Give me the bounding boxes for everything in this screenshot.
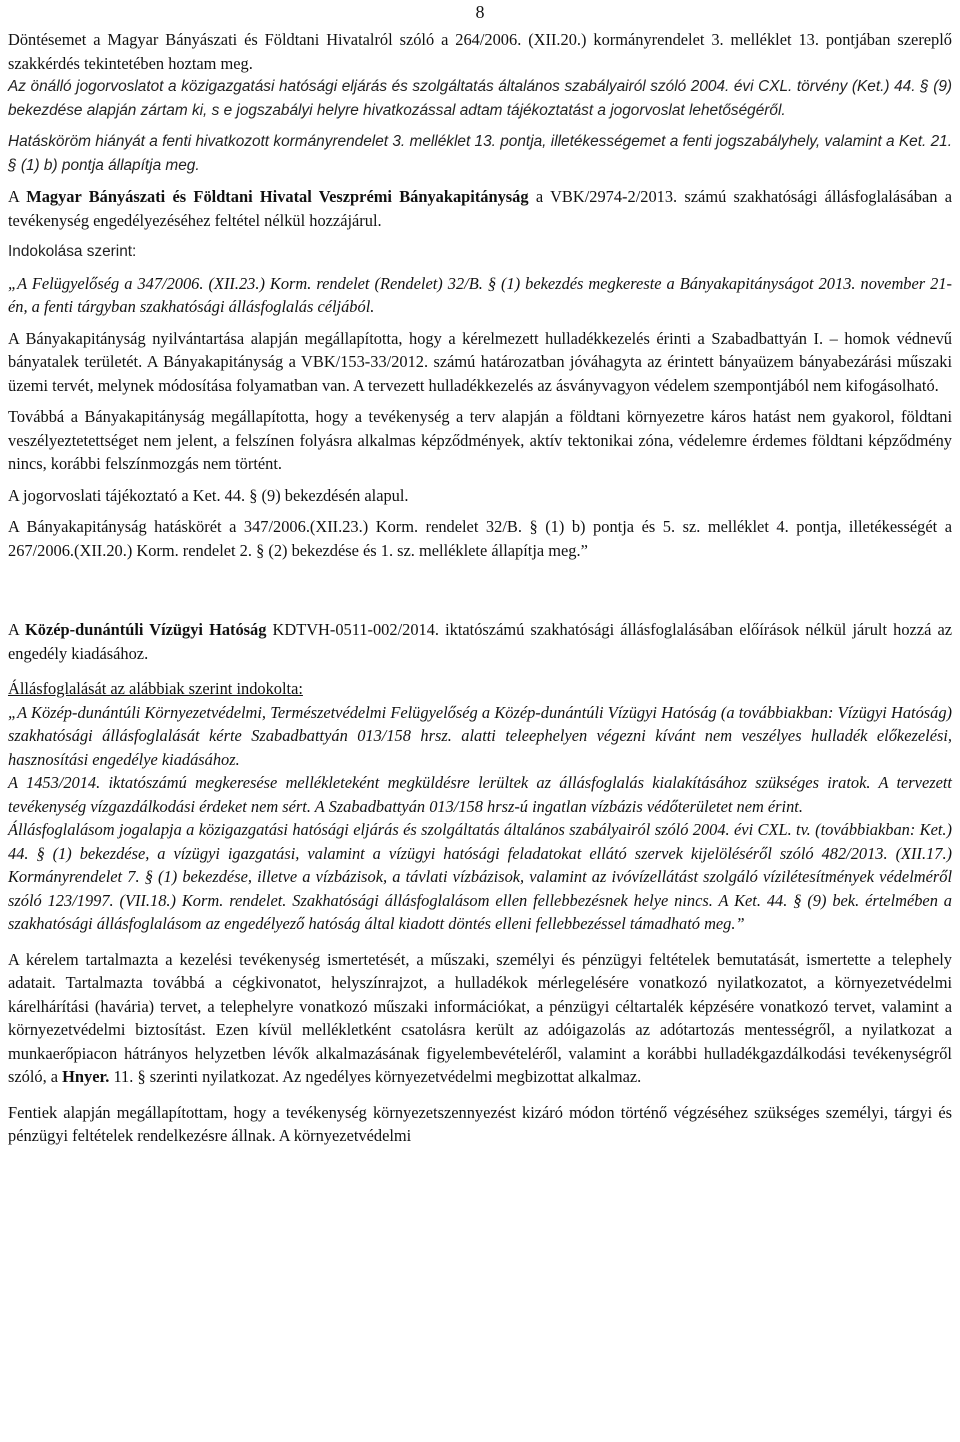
paragraph-water-request: „A Közép-dunántúli Környezetvédelmi, Természetvédelmi Felügyelőség a Közép-dunántúli Vízügyi Hatóság (a továbbiakban: Vízügyi Hatóság) szakhatósági állásfoglalását kérte Szabadbattyán 013/158 hrsz. alatti teleephelyen végezni kívánt nem veszélyes hulladék előkezelési, hasznosítási engedélye kiadásához.: [8, 702, 952, 769]
paragraph-water-documents: A 1453/2014. iktatószámú megkeresése mellékleteként megküldésre lerültek az állásfoglalás kialakításához szükséges iratok. A tervezett tevékenység vízgazdálkodási érdeket nem sért. A Szabadbattyán 013/158 hrsz-ú ingatlan vízbázis védőterületet nem érint.: [8, 773, 952, 816]
paragraph-appeal-exclusion: Az önálló jogorvoslatot a közigazgatási hatósági eljárás és szolgáltatás általános szabályairól szóló 2004. évi CXL. törvény (Ket.) 44. § (9) bekezdése alapján zártam ki, s e jogszabályi helyre hivatkozással adtam tájékoztatást a jogorvoslat lehetőségéről.: [8, 78, 952, 119]
text-run: A: [8, 187, 27, 206]
paragraph-decision-basis: Döntésemet a Magyar Bányászati és Földtani Hivatalról szóló a 264/2006. (XII.20.) kormányrendelet 3. melléklet 13. pontjában szereplő szakkérdés tekintetében hoztam meg.: [8, 30, 952, 73]
page-number: 8: [475, 2, 485, 22]
page-content: [8, 28, 952, 1148]
text-run: A: [8, 620, 26, 639]
authority-name: Magyar Bányászati és Földtani Hivatal Veszprémi Bányakapitányság: [26, 187, 529, 206]
paragraph-mining-competence: A Bányakapitányság hatáskörét a 347/2006.(XII.23.) Korm. rendelet 32/B. § (1) b) pontja és 5. sz. melléklet 4. pontja, illetékességét a 267/2006.(XII.20.) Korm. rendelet 2. § (2) bekezdése és 1. sz. melléklete állapítja meg.”: [8, 517, 952, 560]
paragraph-competence: Hatásköröm hiányát a fenti hivatkozott kormányrendelet 3. melléklet 13. pontja, illetékességemet a fenti jogszabályhely, valamint a Ket. 21. § (1) b) pontja állapítja meg.: [8, 133, 952, 174]
paragraph-geological-findings: Továbbá a Bányakapitányság megállapította, hogy a tevékenység a terv alapján a földtani környezetre káros hatást nem gyakorol, földtani veszélyeztetettséget nem jelent, a felszínen folyásra alkalmas képződmények, aktív tektonikai zóna, védelemre érdemes földtani képződmény nincs, korábbi felszínmozgás nem történt.: [8, 407, 952, 473]
paragraph-legal-remedy: A jogorvoslati tájékoztató a Ket. 44. § (9) bekezdésén alapul.: [8, 485, 409, 505]
text-run: a VBK/2974-2/2013. számú szakhatósági állásfoglalásában a tevékenység engedélyezéséhez feltétel nélkül hozzájárul.: [8, 187, 952, 230]
paragraph-water-legal-basis: Állásfoglalásom jogalapja a közigazgatási hatósági eljárás és szolgáltatás általános szabályairól szóló 2004. évi CXL. tv. (továbbiakban: Ket.) 44. § (1) bekezdése, a vízügyi igazgatási, valamint a vízügyi hatósági feladatokat ellátó szervek kijelöléséről szóló 482/2013. (XII.17.) Kormányrendelet 7. § (1) bekezdése, illetve a vízbázisok, a távlati vízbázisok, valamint az ivóvízellátást szolgáló vízilétesítmények védelméről szóló 123/1997. (VII.18.) Korm. rendelet. Szakhatósági állásfoglalásom ellen fellebbezésnek helye nincs. A Ket. 44. § (9) bek. értelmében a szakhatósági állásfoglalásom az engedélyező hatóság által kiadott döntés elleni fellebbezéssel támadható meg.”: [8, 820, 952, 933]
paragraph-application-contents: [8, 948, 952, 1089]
paragraph-conclusion: Fentiek alapján megállapítottam, hogy a tevékenység környezetszennyezést kizáró módon történő végzéséhez szükséges személyi, tárgyi és pénzügyi feltételek rendelkezésre állnak. A környezetvédelmi: [8, 1102, 952, 1145]
section-heading-reasoning: Állásfoglalását az alábbiak szerint indokolta:: [8, 679, 303, 698]
text-run: KDTVH-0511-002/2014. iktatószámú szakhatósági állásfoglalásában előírások nélkül járult hozzá az engedély kiadásához.: [8, 620, 952, 663]
paragraph-water-authority: [8, 618, 952, 665]
authority-name: Közép-dunántúli Vízügyi Hatóság: [25, 620, 267, 639]
paragraph-mining-registry: A Bányakapitányság nyilvántartása alapján megállapította, hogy a kérelmezett hulladékkezelés érinti a Szabadbattyán I. – homok védnevű bányatalek területét. A Bányakapitányság a VBK/153-33/2012. számú határozatban jóváhagyta az érintett bányaüzem bányabezárási műszaki üzemi tervét, melynek módosítása folyamatban van. A tervezett hulladékkezelés az ásványvagyon védelem szempontjából nem kifogásolható.: [8, 328, 952, 395]
paragraph-mining-authority: [8, 185, 952, 232]
law-abbreviation: Hnyer.: [62, 1067, 110, 1086]
text-run: 11. § szerinti nyilatkozat. Az ngedélyes környezetvédelmi megbizottat alkalmaz.: [109, 1067, 642, 1086]
paragraph-quote-request: „A Felügyelőség a 347/2006. (XII.23.) Korm. rendelet (Rendelet) 32/B. § (1) bekezdés megkereste a Bányakapitányságot 2013. november 21-én, a fenti tárgyban szakhatósági állásfoglalás céljából.: [8, 273, 952, 316]
paragraph-reasoning-label: Indokolása szerint:: [8, 243, 137, 260]
text-run: A kérelem tartalmazta a kezelési tevékenység ismertetését, a műszaki, személyi és pénzügyi feltételek bemutatását, ismertette a telephely adatait. Tartalmazta továbbá a cégkivonatot, helyszínrajzot, a hulladékok mérlegelésére vonatkozó nyilatkozatot, a környezetvédelmi kárelhárítási (havária) tervet, a telephelyre vonatkozó műszaki információkat, a pénzügyi céltartalék képzésére vonatkozó tervet, valamint a környezetvédelmi biztosítást. Ezen kívül mellékletként csatolásra került az adóigazolás az adótartozás mentességről, a nyilatkozat a munkaerőpiacon hátrányos helyzetben lévők alkalmazásának figyelembevételéről, valamint a korábbi hulladékgazdálkodási tevékenységről szóló, a: [8, 949, 952, 1086]
